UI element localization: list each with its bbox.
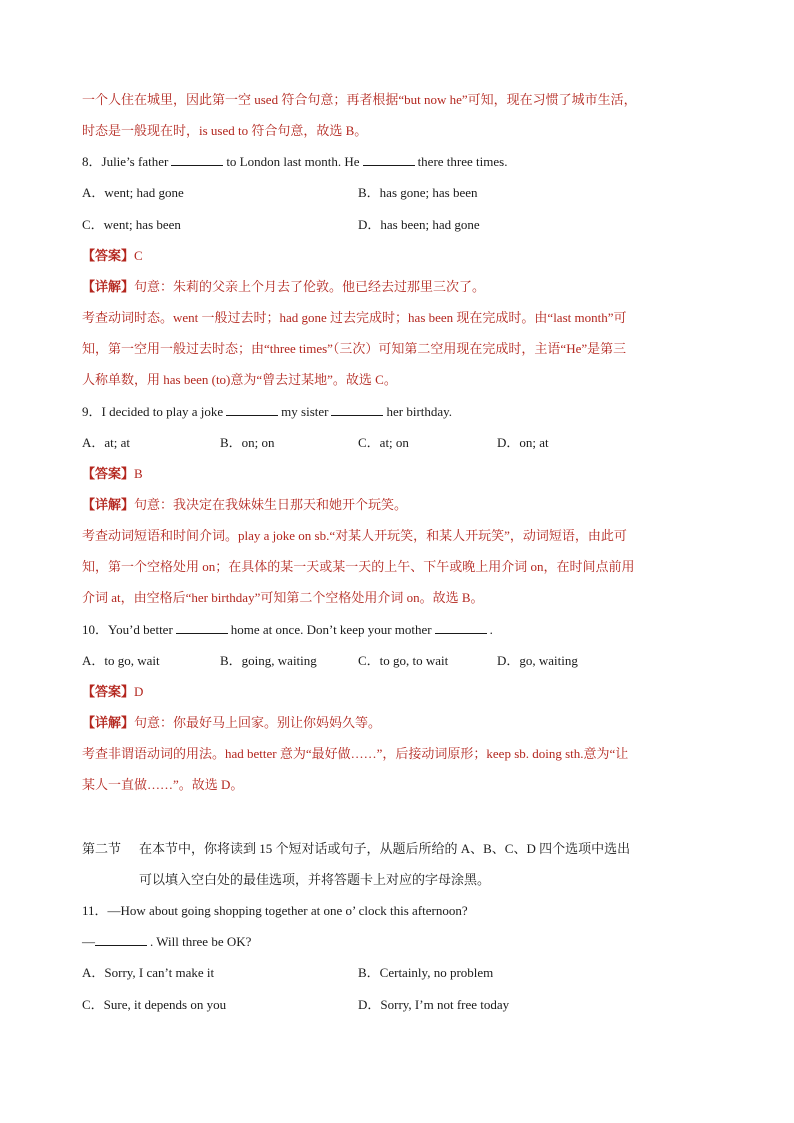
question-number: 11． bbox=[82, 903, 108, 918]
option-c: C．at; on bbox=[358, 435, 409, 450]
answer-line bbox=[82, 683, 143, 701]
stem-text: You’d better bbox=[108, 622, 173, 637]
section-instructions: 在本节中，你将读到 15 个短对话或句子，从题后所给的 A、B、C、D 四个选项中选出 bbox=[139, 841, 631, 856]
answer-blank bbox=[171, 153, 223, 166]
option-b: B．going, waiting bbox=[220, 653, 317, 668]
explanation-line: 人称单数，用 has been (to)意为“曾去过某地”。故选 C。 bbox=[82, 372, 397, 387]
option-d: D．Sorry, I’m not free today bbox=[358, 997, 510, 1012]
section-instructions: 可以填入空白处的最佳选项，并将答题卡上对应的字母涂黑。 bbox=[139, 872, 491, 887]
question-11-reply bbox=[82, 933, 251, 951]
stem-text: —How about going shopping together at one o’ clock this afternoon? bbox=[107, 903, 468, 918]
answer-line bbox=[82, 465, 143, 483]
answer-value: B bbox=[134, 466, 143, 481]
stem-text: I decided to play a joke bbox=[101, 404, 224, 419]
option-b: B．on; on bbox=[220, 435, 275, 450]
option-a: A．at; at bbox=[82, 435, 131, 450]
detail-tag: 【详解】 bbox=[82, 715, 135, 730]
answer-line bbox=[82, 247, 143, 265]
answer-blank bbox=[331, 403, 383, 416]
stem-text: . Will three be OK? bbox=[150, 934, 252, 949]
answer-blank bbox=[363, 153, 415, 166]
explanation-line: 一个人住在城里，因此第一空 used 符合句意；再者根据“but now he”可知，现在习惯了城市生活， bbox=[82, 92, 637, 107]
option-d: D．has been; had gone bbox=[358, 217, 480, 232]
answer-value: D bbox=[134, 684, 144, 699]
detail-tag: 【详解】 bbox=[82, 497, 135, 512]
question-9-stem bbox=[82, 403, 452, 421]
stem-text: — bbox=[82, 934, 95, 949]
question-number: 10． bbox=[82, 622, 109, 637]
detail-text: 句意：你最好马上回家。别让你妈妈久等。 bbox=[134, 715, 382, 730]
detail-line bbox=[82, 278, 485, 296]
detail-line bbox=[82, 714, 381, 732]
explanation-line: 介词 at，由空格后“her birthday”可知第二个空格处用介词 on。故选 B。 bbox=[82, 590, 484, 605]
answer-tag: 【答案】 bbox=[82, 466, 135, 481]
explanation-line: 考查非谓语动词的用法。had better 意为“最好做……”，后接动词原形；keep sb. doing sth.意为“让 bbox=[82, 746, 629, 761]
option-a: A．to go, wait bbox=[82, 653, 160, 668]
answer-blank bbox=[176, 621, 228, 634]
option-d: D．on; at bbox=[497, 435, 549, 450]
answer-tag: 【答案】 bbox=[82, 248, 135, 263]
detail-tag: 【详解】 bbox=[82, 279, 135, 294]
answer-blank bbox=[435, 621, 487, 634]
question-8-stem bbox=[82, 153, 507, 171]
stem-text: her birthday. bbox=[386, 404, 453, 419]
detail-text: 句意：我决定在我妹妹生日那天和她开个玩笑。 bbox=[134, 497, 408, 512]
option-d: D．go, waiting bbox=[497, 653, 578, 668]
question-number: 9． bbox=[82, 404, 102, 419]
section-label: 第二节 bbox=[82, 841, 122, 856]
answer-blank bbox=[95, 933, 147, 946]
explanation-line: 某人一直做……”。故选 D。 bbox=[82, 777, 244, 792]
answer-blank bbox=[226, 403, 278, 416]
option-b: B．has gone; has been bbox=[358, 185, 478, 200]
explanation-line: 知，第一个空格处用 on；在具体的某一天或某一天的上午、下午或晚上用介词 on，在时间点前用 bbox=[82, 559, 635, 574]
detail-line bbox=[82, 496, 407, 514]
option-c: C．went; has been bbox=[82, 217, 181, 232]
answer-tag: 【答案】 bbox=[82, 684, 135, 699]
stem-text: . bbox=[489, 622, 493, 637]
question-11-stem bbox=[82, 902, 468, 920]
option-c: C．Sure, it depends on you bbox=[82, 997, 227, 1012]
stem-text: my sister bbox=[281, 404, 329, 419]
stem-text: Julie’s father bbox=[101, 154, 169, 169]
stem-text: there three times. bbox=[417, 154, 508, 169]
question-10-stem bbox=[82, 621, 493, 639]
answer-value: C bbox=[134, 248, 143, 263]
explanation-line: 考查动词短语和时间介词。play a joke on sb.“对某人开玩笑，和某人开玩笑”，动词短语，由此可 bbox=[82, 528, 627, 543]
detail-text: 句意：朱莉的父亲上个月去了伦敦。他已经去过那里三次了。 bbox=[134, 279, 486, 294]
explanation-line: 时态是一般现在时，is used to 符合句意，故选 B。 bbox=[82, 123, 368, 138]
option-c: C．to go, to wait bbox=[358, 653, 449, 668]
question-number: 8． bbox=[82, 154, 102, 169]
explanation-line: 知，第一空用一般过去时态；由“three times”（三次）可知第二空用现在完成时，主语“He”是第三 bbox=[82, 341, 627, 356]
option-a: A．Sorry, I can’t make it bbox=[82, 965, 215, 980]
stem-text: to London last month. He bbox=[226, 154, 360, 169]
option-a: A．went; had gone bbox=[82, 185, 184, 200]
option-b: B．Certainly, no problem bbox=[358, 965, 494, 980]
explanation-line: 考查动词时态。went 一般过去时；had gone 过去完成时；has been 现在完成时。由“last month”可 bbox=[82, 310, 627, 325]
stem-text: home at once. Don’t keep your mother bbox=[230, 622, 432, 637]
